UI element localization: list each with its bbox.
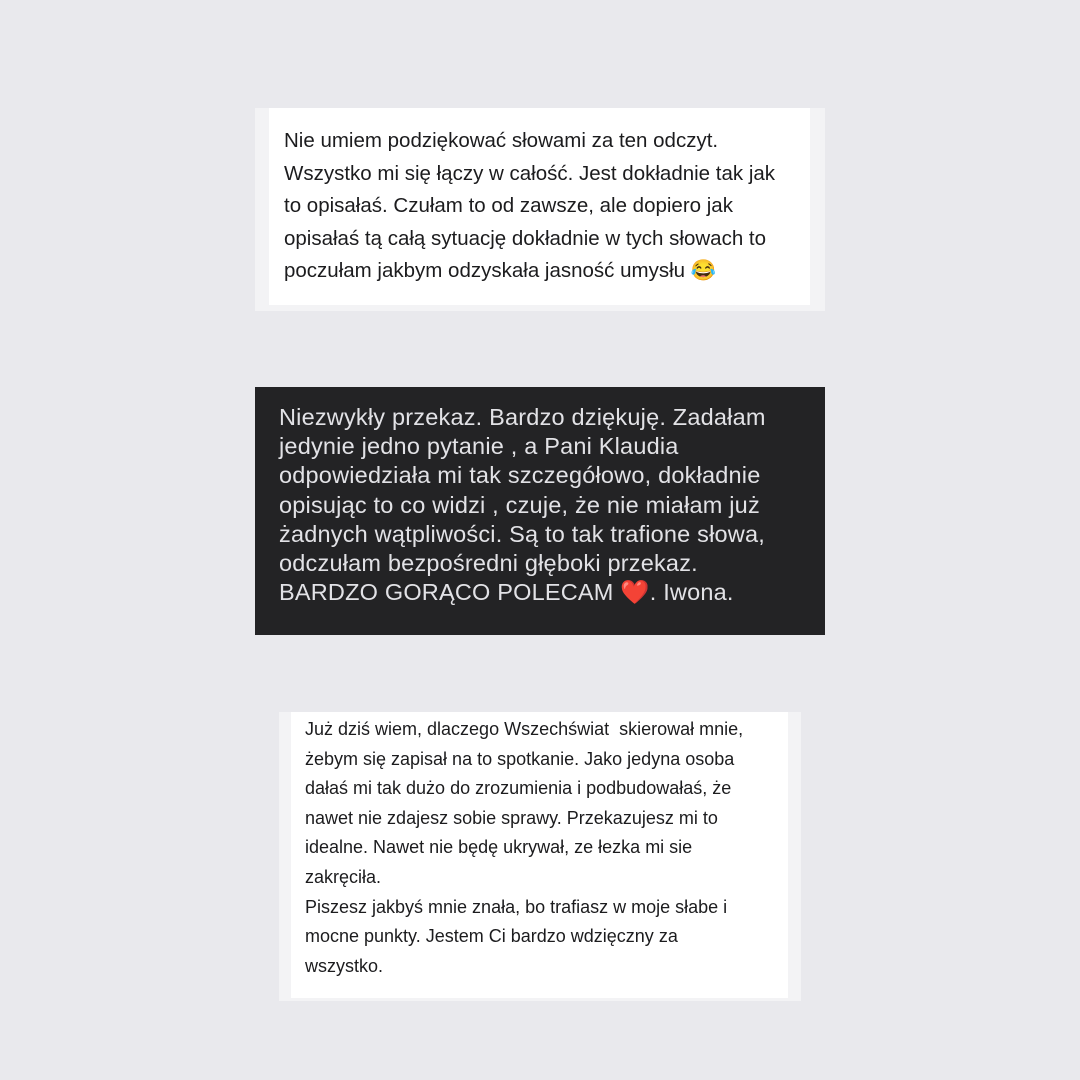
message-text-2: Niezwykły przekaz. Bardzo dziękuję. Zadałam jedynie jedno pytanie , a Pani Klaudia odpowiedziała mi tak szczegółowo, dokładnie opisując to co widzi , czuje, że nie miałam już żadnych wątpliwości. Są to tak trafione słowa, odczułam bezpośredni głęboki przekaz. BARDZO GORĄCO POLECAM ❤️. Iwona. <box>279 404 766 606</box>
message-bubble-1 <box>269 108 810 305</box>
message-text-1: Nie umiem podziękować słowami za ten odczyt. Wszystko mi się łączy w całość. Jest dokładnie tak jak to opisałaś. Czułam to od zawsze, ale dopiero jak opisałaś tą całą sytuację dokładnie w tych słowach to poczułam jakbym odzyskała jasność umysłu 😂 <box>284 129 776 282</box>
testimonial-card-2 <box>255 387 825 635</box>
message-text-3: Już dziś wiem, dlaczego Wszechświat skierował mnie, żebym się zapisał na to spotkanie. Jako jedyna osoba dałaś mi tak dużo do zrozumienia i podbudowałaś, że nawet nie zdajesz sobie sprawy. Przekazujesz mi to idealne. Nawet nie będę ukrywał, ze łezka mi sie zakręciła. Piszesz jakbyś mnie znała, bo trafiasz w moje słabe i mocne punkty. Jestem Ci bardzo wdzięczny za wszystko. <box>305 719 744 976</box>
testimonial-card-1 <box>255 108 825 311</box>
testimonial-card-3 <box>279 712 801 1001</box>
message-bubble-3 <box>291 712 788 998</box>
